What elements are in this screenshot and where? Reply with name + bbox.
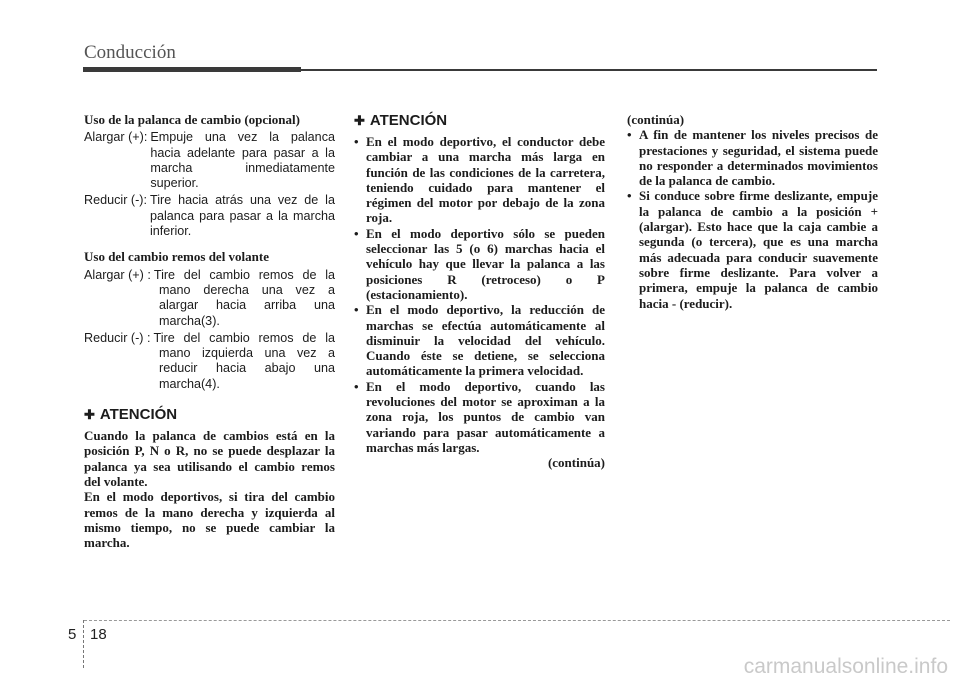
- definition-term: Reducir (-) :: [84, 330, 151, 345]
- page-header-title: Conducción: [84, 42, 176, 63]
- definition-desc-rest: mano derecha una vez a alargar hacia arriba una marcha(3).: [159, 282, 335, 328]
- cross-mark-icon: ✚: [84, 406, 95, 422]
- column-1: [84, 112, 335, 550]
- continued-note: (continúa): [627, 112, 685, 127]
- section-title-paddles: Uso del cambio remos del volante: [84, 249, 269, 265]
- attention-heading: [354, 112, 605, 129]
- definition-alargar-paddle: [84, 268, 335, 329]
- attention-title: ATENCIÓN: [99, 406, 178, 424]
- chapter-number: 5: [68, 626, 77, 643]
- attention-paragraph: Cuando la palanca de cambios está en la posición P, N o R, no se puede desplazar la palanca ya sea utilisando el cambio remos del volante.: [84, 428, 335, 489]
- footer-rule: [84, 620, 950, 621]
- column-2: [354, 112, 605, 471]
- list-item: • En el modo deportivo sólo se pueden seleccionar las 5 (o 6) marchas hacia el vehículo hay que llevar la palanca a las posiciones R (retroceso) o P (estacionamiento).: [354, 226, 605, 302]
- attention-list: [627, 127, 878, 311]
- definition-desc-first: Tire del cambio remos de la: [153, 267, 335, 282]
- definition-reducir-paddle: [84, 331, 335, 392]
- definition-term: Alargar (+) :: [84, 267, 151, 282]
- attention-title: ATENCIÓN: [369, 112, 448, 129]
- watermark: carmanualsonline.info: [743, 655, 948, 678]
- list-item: • Si conduce sobre firme deslizante, empuje la palanca de cambio a la posición + (alargar). Esto hace que la caja cambie a segunda (o tercera), que es una marcha más adecuada para conducir suavemente sobre firme deslizante. Para volver a primera, empuje la palanca de cambio hacia - (reducir).: [627, 188, 878, 310]
- cross-mark-icon: ✚: [354, 112, 365, 128]
- definition-desc-first: Tire del cambio remos de la: [153, 330, 335, 345]
- definition-term: Alargar (+):: [84, 130, 148, 145]
- footer-divider: [83, 620, 85, 668]
- definition-desc-rest: mano izquierda una vez a reducir hacia abajo una marcha(4).: [159, 346, 335, 391]
- list-item: • En el modo deportivo, el conductor debe cambiar a una marcha más larga en función de las condiciones de la carretera, teniendo cuidado para mantener el régimen del motor por debajo de la zona roja.: [354, 134, 605, 226]
- definition-term: Reducir (-):: [84, 193, 147, 208]
- definition-desc: Empuje una vez la palanca hacia adelante para pasar a la marcha inmediatamente superior.: [150, 130, 335, 191]
- list-item: • En el modo deportivo, la reducción de marchas se efectúa automáticamente al disminuir la velocidad del vehículo. Cuando éste se detiene, se selecciona automáticamente la primera velocidad.: [354, 302, 605, 378]
- attention-list: [354, 134, 605, 455]
- page-number: 18: [90, 626, 107, 643]
- header-rule-thin: [301, 69, 877, 71]
- header-rule-thick: [83, 67, 301, 72]
- definition-desc: Tire hacia atrás una vez de la palanca para pasar a la marcha inferior.: [149, 193, 335, 239]
- list-item: • A fin de mantener los niveles precisos de prestaciones y seguridad, el sistema puede no responder a determinados movimientos de la palanca de cambio.: [627, 127, 878, 188]
- continued-note: (continúa): [547, 455, 605, 471]
- section-title-lever: Uso de la palanca de cambio (opcional): [84, 112, 300, 127]
- definition-reducir: [84, 193, 335, 239]
- attention-heading: [84, 406, 335, 423]
- definition-alargar: [84, 130, 335, 191]
- attention-paragraph: En el modo deportivos, si tira del cambio remos de la mano derecha y izquierda al mismo tiempo, no se puede cambiar la marcha.: [84, 489, 335, 551]
- list-item: • En el modo deportivo, cuando las revoluciones del motor se aproximan a la zona roja, los puntos de cambio van variando para pasar automáticamente a marchas más largas.: [354, 379, 605, 455]
- column-3: [627, 112, 878, 311]
